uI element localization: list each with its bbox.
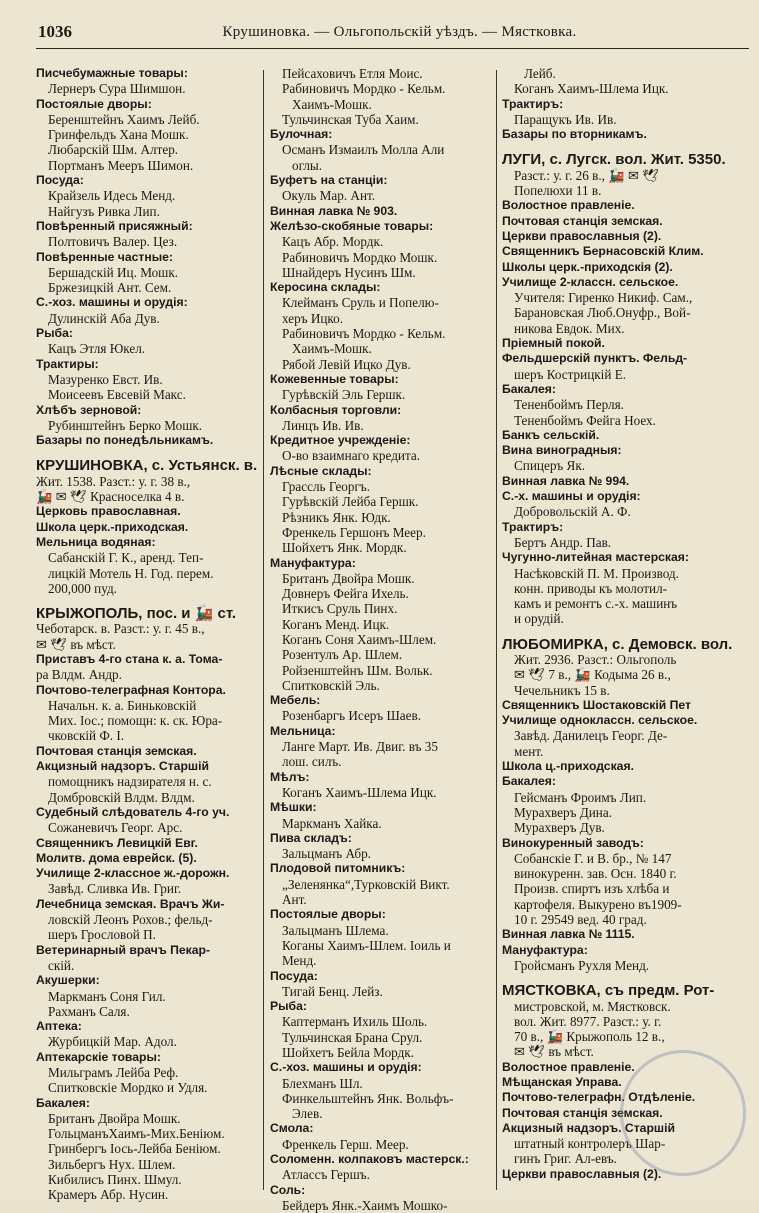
column-divider: [496, 70, 497, 1190]
entry-line: О-во взаимнаго кредита.: [282, 448, 421, 464]
entry-heading: Судебный слѣдователь 4-го уч.: [36, 804, 230, 819]
entry-heading: Плодовой питомникъ:: [270, 861, 406, 876]
entry-heading: Бакалея:: [36, 1095, 90, 1110]
entry-line: Мих. Іос.; помощн: к. ск. Юра-: [48, 713, 223, 729]
entry-heading: Акцизный надзоръ. Старшій: [36, 759, 209, 774]
column-right: [502, 66, 750, 1182]
entry-line: 10 г. 29549 вед. 40 град.: [514, 912, 647, 928]
entry-line: помощникъ надзирателя н. с.: [48, 774, 212, 790]
entry-line: Зальцманъ Шлема.: [282, 922, 389, 938]
entry-line: Спитковскіе Мордко и Удля.: [48, 1080, 208, 1096]
entry-line: Гринфельдъ Хана Мошк.: [48, 127, 189, 143]
entry-line: Иткисъ Сруль Пинх.: [282, 601, 398, 617]
entry-heading: Вина виноградныя:: [502, 443, 622, 458]
entry-line: Рябой Левій Ицко Дув.: [282, 356, 411, 372]
entry-line: Ройзенштейнъ Шм. Вольк.: [282, 662, 433, 678]
entry-line: Попелюхи 11 в.: [514, 183, 602, 199]
entry-heading: Постоялые дворы:: [270, 907, 386, 922]
entry-line: Моисеевъ Евсевій Макс.: [48, 387, 186, 403]
entry-line: Чеботарск. в. Разст.: у. г. 45 в.,: [36, 621, 205, 637]
entry-heading: С.-х. машины и орудія:: [502, 489, 641, 504]
entry-line: Гринбергъ Іось-Лейба Беніюм.: [48, 1141, 221, 1157]
entry-line: скій.: [48, 957, 75, 973]
entry-line: Бржезицкій Ант. Сем.: [48, 280, 172, 296]
entry-line: Тигай Бенц. Лейз.: [282, 983, 383, 999]
entry-line: Кацъ Абр. Мордк.: [282, 234, 384, 250]
entry-heading: Лечебница земская. Врачъ Жи-: [36, 896, 225, 911]
entry-line: ГольцманъХаимъ-Мих.Беніюм.: [48, 1126, 225, 1142]
entry-line: Жит. 2936. Разст.: Ольгополь: [514, 651, 677, 667]
running-title: Крушиновка. — Ольгопольскій уѣздъ. — Мястковка.: [222, 24, 577, 40]
entry-heading: Смола:: [270, 1121, 314, 1136]
entry-line: Маркманъ Соня Гил.: [48, 988, 166, 1004]
entry-line: гинъ Григ. Ал-евъ.: [514, 1151, 617, 1167]
entry-heading: Волостное правленіе.: [502, 198, 635, 213]
entry-line: Финкельштейнъ Янк. Вольфъ-: [282, 1090, 454, 1106]
entry-line: Османъ Измаилъ Молла Али: [282, 142, 445, 158]
entry-line: Жит. 1538. Разст.: у. г. 38 в.,: [36, 473, 191, 489]
entry-line: Менд.: [282, 953, 317, 969]
entry-heading: Повѣренные частные:: [36, 249, 173, 264]
entry-line: Рѣзникъ Янк. Юдк.: [282, 509, 391, 525]
entry-heading: Писчебумажные товары:: [36, 66, 188, 80]
entry-heading: Фельдшерскій пунктъ. Фельд-: [502, 351, 688, 366]
entry-line: Журбицкій Мар. Адол.: [48, 1034, 177, 1050]
entry-line: Британъ Двойра Мошк.: [48, 1110, 181, 1126]
entry-line: Беренштейнъ Хаимъ Лейб.: [48, 111, 200, 127]
entry-heading: Почтово-телеграфн. Отдѣленіе.: [502, 1090, 696, 1105]
entry-line: Рахманъ Саля.: [48, 1003, 130, 1019]
entry-line: Портманъ Мееръ Шимон.: [48, 157, 194, 173]
entry-heading: Соломенн. колпаковъ мастерск.:: [270, 1152, 469, 1167]
entry-line: Домбровскій Влдм. Влдм.: [48, 789, 195, 805]
entry-line: Гейсманъ Фроимъ Лип.: [514, 789, 647, 805]
column-left: [36, 66, 258, 1203]
entry-line: Насѣковскій П. М. Производ.: [514, 565, 679, 581]
entry-heading: Церкви православныя (2).: [502, 228, 662, 243]
entry-heading: Посуда:: [270, 968, 318, 983]
place-heading: КРЫЖОПОЛЬ, пос. и 🚂 ст.: [36, 605, 237, 623]
entry-line: шеръ Кострицкій Е.: [514, 366, 627, 382]
entry-heading: Училище одноклассн. сельское.: [502, 713, 698, 728]
entry-line: Коганъ Соня Хаимъ-Шлем.: [282, 631, 437, 647]
entry-line: Завѣд. Сливка Ив. Григ.: [48, 881, 182, 897]
entry-heading: Трактиры:: [36, 356, 99, 371]
entry-line: 🚂 ✉ 🕊 Красноселка 4 в.: [36, 489, 185, 505]
column-middle: [270, 66, 492, 1213]
entry-line: конн. приводы къ молотил-: [514, 580, 668, 596]
entry-heading: Волостное правленіе.: [502, 1059, 635, 1074]
entry-line: Линцъ Ив. Ив.: [282, 417, 364, 433]
entry-line: лош. силъ.: [282, 754, 342, 770]
entry-heading: Бакалея:: [502, 381, 556, 396]
entry-heading: Священникъ Бернасовскій Клим.: [502, 244, 704, 259]
entry-heading: Почтовая станція земская.: [502, 1105, 663, 1120]
place-heading: ЛЮБОМИРКА, с. Демовск. вол.: [502, 635, 733, 653]
entry-heading: Приставъ 4-го стана к. а. Тома-: [36, 651, 223, 666]
entry-heading: Рыба:: [36, 326, 73, 341]
library-stamp: [620, 1050, 746, 1176]
entry-line: 200,000 пуд.: [48, 580, 117, 596]
entry-heading: Базары по понедѣльникамъ.: [36, 433, 214, 448]
entry-line: Френкель Гершонъ Меер.: [282, 524, 426, 540]
entry-heading: Пріемный покой.: [502, 336, 605, 351]
entry-line: Разст.: у. г. 26 в., 🚂 ✉ 🕊: [514, 167, 660, 183]
entry-heading: Почтовая станція земская.: [502, 213, 663, 228]
entry-line: Коганъ Хаимъ-Шлема Ицк.: [282, 784, 437, 800]
entry-line: Паращукъ Ив. Ив.: [514, 111, 617, 127]
entry-heading: Школа церк.-приходская.: [36, 519, 189, 534]
entry-line: Добровольскій А. Ф.: [514, 504, 631, 520]
entry-line: Завѣд. Данилецъ Георг. Де-: [514, 728, 668, 744]
entry-line: Розенбаргъ Исеръ Шаев.: [282, 708, 422, 724]
entry-heading: Мануфактура:: [270, 555, 356, 570]
entry-line: Бертъ Андр. Пав.: [514, 534, 612, 550]
entry-heading: Мельница водяная:: [36, 534, 156, 549]
entry-line: Элев.: [292, 1106, 323, 1122]
entry-line: Сожаневичъ Георг. Арс.: [48, 820, 183, 836]
entry-line: Собанскіе Г. и В. бр., № 147: [514, 850, 672, 866]
entry-line: Кибилисъ Пинх. Шмул.: [48, 1172, 182, 1188]
entry-line: ✉ 🕊 7 в., 🚂 Кодыма 26 в.,: [514, 667, 671, 683]
entry-line: Шойхетъ Бейла Мордк.: [282, 1045, 414, 1060]
entry-heading: Пива складъ:: [270, 830, 352, 845]
entry-heading: Постоялые дворы:: [36, 96, 152, 111]
entry-heading: Училище 2-классн. сельское.: [502, 274, 679, 289]
entry-heading: Винная лавка № 994.: [502, 473, 630, 488]
entry-heading: Аптека:: [36, 1019, 82, 1034]
entry-line: Полтовичъ Валер. Цез.: [48, 234, 178, 250]
entry-line: Рабиновичъ Мордко Мошк.: [282, 249, 438, 265]
entry-heading: Лѣсные склады:: [270, 463, 372, 478]
entry-heading: Кредитное учрежденіе:: [270, 433, 411, 448]
entry-line: оглы.: [292, 157, 323, 173]
entry-heading: Чугунно-литейная мастерская:: [502, 550, 689, 565]
entry-line: Гурѣвскій Эль Гершк.: [282, 387, 406, 403]
entry-line: никова Евдок. Мих.: [514, 320, 625, 336]
entry-line: Дулинскій Аба Дув.: [48, 310, 160, 326]
entry-line: Шнайдеръ Нусинъ Шм.: [282, 264, 416, 280]
entry-heading: С.-хоз. машины и орудія:: [270, 1060, 422, 1075]
entry-line: Рабиновичъ Мордко - Кельм.: [282, 81, 446, 97]
entry-heading: Мѣшки:: [270, 800, 317, 815]
entry-line: Барановская Люб.Онуфр., Вой-: [514, 305, 691, 321]
entry-heading: Бакалея:: [502, 774, 556, 789]
entry-line: Атлассъ Гершъ.: [282, 1167, 370, 1183]
entry-line: Зальцманъ Абр.: [282, 846, 371, 862]
place-heading: КРУШИНОВКА, с. Устьянск. в.: [36, 457, 258, 475]
entry-heading: Ветеринарный врачъ Пекар-: [36, 942, 211, 957]
entry-heading: Посуда:: [36, 173, 84, 188]
entry-heading: Акцизный надзоръ. Старшій: [502, 1120, 675, 1135]
entry-line: Коганъ Менд. Ицк.: [282, 616, 390, 632]
entry-line: Пейсаховичъ Етля Моис.: [282, 66, 423, 81]
entry-heading: Рыба:: [270, 999, 307, 1014]
entry-line: камъ и ремонтъ с.-х. машинъ: [514, 596, 678, 612]
entry-line: Френкель Герш. Меер.: [282, 1136, 409, 1152]
entry-heading: Мануфактура:: [502, 942, 588, 957]
entry-line: Учителя: Гиренко Никиф. Сам.,: [514, 290, 693, 306]
entry-line: чковскій Ф. І.: [48, 728, 125, 744]
entry-heading: Школы церк.-приходскія (2).: [502, 259, 673, 274]
entry-heading: Желѣзо-скобяные товары:: [270, 218, 434, 233]
entry-heading: Мѣщанская Управа.: [502, 1075, 622, 1089]
entry-line: Шойхетъ Янк. Мордк.: [282, 540, 407, 556]
entry-line: ра Влдм. Андр.: [36, 667, 122, 683]
entry-heading: Винная лавка № 1115.: [502, 927, 635, 942]
page-header: [0, 0, 759, 50]
entry-line: Бершадскій Иц. Мошк.: [48, 264, 179, 280]
entry-heading: Трактиръ:: [502, 519, 564, 534]
entry-line: Гройсманъ Рухля Менд.: [514, 957, 650, 973]
entry-heading: Буфетъ на станціи:: [270, 173, 388, 188]
entry-line: Маркманъ Хайка.: [282, 815, 382, 831]
entry-line: Тульчинская Туба Хаим.: [282, 111, 419, 127]
entry-line: Зильбергъ Нух. Шлем.: [48, 1156, 176, 1172]
entry-heading: Хлѣбъ зерновой:: [36, 402, 142, 417]
entry-line: Спицеръ Як.: [514, 458, 586, 474]
entry-line: Ланге Март. Ив. Двиг. въ 35: [282, 739, 438, 755]
entry-line: Мильграмъ Лейба Реф.: [48, 1065, 179, 1080]
entry-line: Окуль Мар. Ант.: [282, 188, 376, 204]
entry-heading: Почтовая станція земская.: [36, 743, 197, 758]
entry-line: Довнеръ Фейга Ихель.: [282, 586, 409, 602]
entry-line: мистровской, м. Мястковск.: [514, 998, 671, 1014]
place-heading: ЛУГИ, с. Лугск. вол. Жит. 5350.: [502, 151, 726, 169]
entry-heading: Церковь православная.: [36, 504, 181, 519]
entry-line: Розентулъ Ар. Шлем.: [282, 647, 403, 663]
entry-heading: Керосина склады:: [270, 280, 381, 295]
entry-line: вол. Жит. 8977. Разст.: у. г.: [514, 1013, 662, 1029]
entry-line: Хаимъ-Мошк.: [292, 341, 372, 357]
entry-heading: Священникъ Шостаковскій Пет: [502, 697, 692, 712]
entry-heading: Мельница:: [270, 723, 336, 738]
entry-line: 70 в., 🚂 Крыжополь 12 в.,: [514, 1029, 665, 1045]
entry-line: Произв. спиртъ изъ хлѣба и: [514, 881, 670, 897]
entry-line: Лернеръ Сура Шимшон.: [48, 81, 186, 97]
entry-line: Ант.: [282, 892, 307, 908]
place-heading: МЯСТКОВКА, съ предм. Рот-: [502, 982, 715, 1000]
entry-line: Коганы Хаимъ-Шлем. Іоиль и: [282, 937, 451, 953]
entry-line: „Зеленянка“,Турковскій Викт.: [282, 876, 450, 892]
entry-line: ловскій Леонъ Рохов.; фельд-: [48, 912, 213, 928]
entry-line: Британъ Двойра Мошк.: [282, 570, 415, 586]
entry-heading: Винная лавка № 903.: [270, 203, 398, 218]
entry-heading: Мебель:: [270, 693, 321, 708]
entry-heading: Винокуренный заводъ:: [502, 835, 644, 850]
entry-line: Кацъ Этля Юкел.: [48, 341, 146, 357]
entry-heading: Банкъ сельскій.: [502, 427, 600, 442]
entry-line: и орудій.: [514, 611, 564, 627]
entry-line: ✉ 🕊 въ мѣст.: [514, 1044, 594, 1060]
entry-line: Гурѣвскій Лейба Гершк.: [282, 494, 419, 510]
entry-line: Сабанскій Г. К., аренд. Теп-: [48, 550, 204, 566]
entry-heading: Почтово-телеграфная Контора.: [36, 682, 226, 697]
entry-line: Чечельникъ 15 в.: [514, 682, 610, 698]
entry-line: Мурахверъ Дина.: [514, 804, 613, 820]
entry-heading: Училище 2-классное ж.-дорожн.: [36, 866, 230, 881]
entry-heading: Кожевенные товары:: [270, 371, 399, 386]
entry-line: штатный контролеръ Шар-: [514, 1136, 666, 1152]
entry-line: Начальн. к. а. Биньковскій: [48, 697, 197, 713]
entry-line: лицкій Мотель Н. Год. перем.: [48, 565, 214, 581]
entry-line: Спитковскій Эль.: [282, 677, 380, 693]
entry-line: Каптерманъ Ихиль Шоль.: [282, 1014, 428, 1030]
entry-heading: С.-хоз. машины и орудія:: [36, 295, 188, 310]
entry-line: Блехманъ Шл.: [282, 1075, 363, 1091]
entry-heading: Булочная:: [270, 127, 333, 142]
entry-line: херъ Ицко.: [282, 310, 344, 326]
entry-line: ✉ 🕊 въ мѣст.: [36, 636, 116, 652]
entry-line: Тульчинская Брана Срул.: [282, 1029, 423, 1045]
entry-line: Найгузъ Ривка Лип.: [48, 203, 160, 219]
entry-line: Коганъ Хаимъ-Шлема Ицк.: [514, 81, 669, 97]
entry-heading: Аптекарскіе товары:: [36, 1049, 161, 1064]
entry-heading: Священникъ Левицкій Евг.: [36, 835, 198, 850]
page-number: 1036: [38, 22, 72, 41]
entry-heading: Базары по вторникамъ.: [502, 127, 647, 142]
entry-line: Мазуренко Евст. Ив.: [48, 371, 163, 387]
entry-line: Лейб.: [524, 66, 556, 81]
entry-heading: Молитв. дома еврейск. (5).: [36, 850, 197, 865]
entry-heading: Колбасныя торговли:: [270, 402, 402, 417]
entry-heading: Акушерки:: [36, 973, 100, 988]
entry-heading: Школа ц.-приходская.: [502, 759, 634, 774]
entry-line: Бейдеръ Янк.-Хаимъ Мошко-: [282, 1197, 448, 1213]
header-rule: [36, 48, 749, 49]
entry-heading: Мѣлъ:: [270, 769, 310, 784]
entry-line: Тененбоймъ Фейга Ноех.: [514, 412, 656, 428]
entry-line: мент.: [514, 743, 544, 759]
entry-line: Тененбоймъ Перля.: [514, 397, 624, 413]
entry-line: Рабиновичъ Мордко - Кельм.: [282, 326, 446, 342]
entry-line: Крамеръ Абр. Нусин.: [48, 1187, 169, 1203]
entry-line: Грассль Георгъ.: [282, 479, 371, 495]
entry-heading: Соль:: [270, 1182, 306, 1197]
column-divider: [263, 70, 264, 1190]
entry-line: винокуренн. зав. Осн. 1840 г.: [514, 866, 677, 882]
entry-line: шеръ Грословой П.: [48, 927, 156, 943]
entry-line: Любарскій Шм. Алтер.: [48, 142, 179, 158]
entry-line: Мурахверъ Дув.: [514, 820, 605, 836]
entry-line: Крайзель Идесь Менд.: [48, 188, 176, 204]
entry-heading: Церкви православныя (2).: [502, 1166, 662, 1181]
entry-line: Клейманъ Сруль и Попелю-: [282, 295, 439, 311]
entry-heading: Повѣренный присяжный:: [36, 218, 193, 233]
entry-line: Хаимъ-Мошк.: [292, 96, 372, 112]
entry-line: картофеля. Выкурено въ1909-: [514, 896, 682, 912]
entry-heading: Трактиръ:: [502, 96, 564, 111]
entry-line: Рубинштейнъ Берко Мошк.: [48, 417, 203, 433]
